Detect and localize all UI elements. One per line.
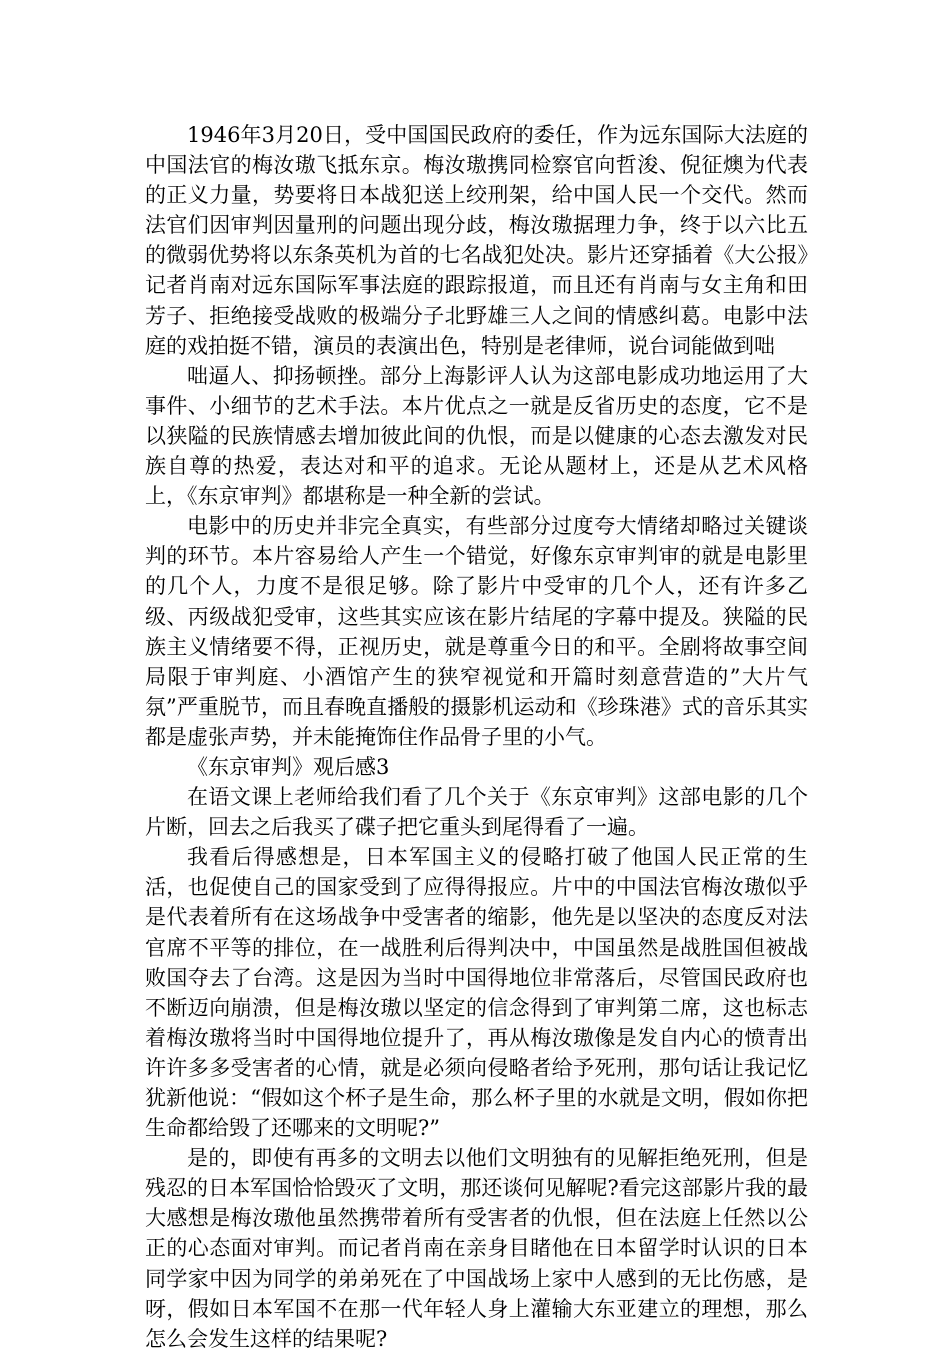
paragraph: 在语文课上老师给我们看了几个关于《东京审判》这部电影的几个片断，回去之后我买了碟子把它重头到尾得看了一遍。 bbox=[145, 785, 808, 840]
paragraph: 咄逼人、抑扬顿挫。部分上海影评人认为这部电影成功地运用了大事件、小细节的艺术手法。本片优点之一就是反省历史的态度，它不是以狭隘的民族情感去增加彼此间的仇恨，而是以健康的心态去激发对民族自尊的热爱，表达对和平的追求。无论从题材上，还是从艺术风格上，《东京审判》都堪称是一种全新的尝试。 bbox=[145, 363, 808, 509]
paragraph: 1946年3月20日，受中国国民政府的委任，作为远东国际大法庭的中国法官的梅汝璈飞抵东京。梅汝璈携同检察官向哲浚、倪征燠为代表的正义力量，势要将日本战犯送上绞刑架，给中国人民一个交代。然而法官们因审判因量刑的问题出现分歧，梅汝璈据理力争，终于以六比五的微弱优势将以东条英机为首的七名战犯处决。影片还穿插着《大公报》记者肖南对远东国际军事法庭的跟踪报道，而且还有肖南与女主角和田芳子、拒绝接受战败的极端分子北野雄三人之间的情感纠葛。电影中法庭的戏拍挺不错，演员的表演出色，特别是老律师，说台词能做到咄 bbox=[145, 123, 808, 358]
paragraph: 是的，即使有再多的文明去以他们文明独有的见解拒绝死刑，但是残忍的日本军国恰恰毁灭了文明，那还谈何见解呢?看完这部影片我的最大感想是梅汝璈他虽然携带着所有受害者的仇恨，但在法庭上任然以公正的心态面对审判。而记者肖南在亲身目睹他在日本留学时认识的日本同学家中因为同学的弟弟死在了中国战场上家中人感到的无比伤感，是呀，假如日本军国不在那一代年轻人身上灌输大东亚建立的理想，那么怎么会发生这样的结果呢? bbox=[145, 1146, 808, 1351]
paragraph: 电影中的历史并非完全真实，有些部分过度夸大情绪却略过关键谈判的环节。本片容易给人产生一个错觉，好像东京审判审的就是电影里的几个人，力度不是很足够。除了影片中受审的几个人，还有许多乙级、丙级战犯受审，这些其实应该在影片结尾的字幕中提及。狭隘的民族主义情绪要不得，正视历史，就是尊重今日的和平。全剧将故事空间局限于审判庭、小酒馆产生的狭窄视觉和开篇时刻意营造的”大片气氛”严重脱节，而且春晚直播般的摄影机运动和《珍珠港》式的音乐其实都是虚张声势，并未能掩饰住作品骨子里的小气。 bbox=[145, 514, 808, 749]
section-heading: 《东京审判》观后感3 bbox=[187, 754, 390, 779]
document-body bbox=[145, 120, 808, 1354]
paragraph: 我看后得感想是，日本军国主义的侵略打破了他国人民正常的生活，也促使自己的国家受到了应得得报应。片中的中国法官梅汝璈似乎是代表着所有在这场战争中受害者的缩影，他先是以坚决的态度反对法官席不平等的排位，在一战胜利后得判决中，中国虽然是战胜国但被战败国夺去了台湾。这是因为当时中国得地位非常落后，尽管国民政府也不断迈向崩溃，但是梅汝璈以坚定的信念得到了审判第二席，这也标志着梅汝璈将当时中国得地位提升了，再从梅汝璈像是发自内心的愤青出许许多多受害者的心情，就是必须向侵略者给予死刑，那句话让我记忆犹新他说：“假如这个杯子是生命，那么杯子里的水就是文明，假如你把生命都给毁了还哪来的文明呢?” bbox=[145, 845, 808, 1141]
